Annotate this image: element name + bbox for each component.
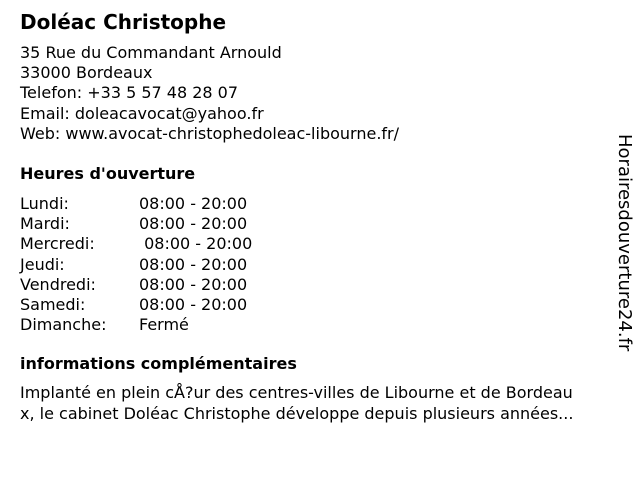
day-label: Mercredi: [20,234,95,254]
city-postal-code: 33000 Bordeaux [20,63,153,83]
day-label: Jeudi: [20,254,65,274]
hours-row-sunday [20,315,252,335]
day-label: Lundi: [20,194,69,213]
website-address: Web: www.avocat-christophedoleac-libourne.fr/ [20,123,399,143]
day-label: Mardi: [20,214,70,234]
hours-row-saturday [20,295,252,315]
hours-row-monday [20,194,252,214]
street-address: 35 Rue du Commandant Arnould [20,43,282,62]
opening-hours-heading: Heures d'ouverture [20,164,196,183]
time-value: 08:00 - 20:00 [139,254,248,274]
hours-row-friday [20,275,252,295]
time-value: 08:00 - 20:00 [139,214,248,234]
day-label: Vendredi: [20,274,96,294]
time-value: 08:00 - 20:00 [139,234,253,254]
hours-row-thursday [20,255,252,275]
opening-hours-list [20,194,252,335]
time-value: Fermé [139,315,189,335]
day-label: Samedi: [20,295,86,315]
hours-row-tuesday [20,214,252,234]
watermark-text: Horairesdouverture24.fr [614,134,635,352]
time-value: 08:00 - 20:00 [139,274,248,294]
day-label: Dimanche: [20,315,107,335]
address-block [20,43,399,144]
business-name: Doléac Christophe [20,10,227,34]
info-line: x, le cabinet Doléac Christophe développe depuis plusieurs années... [20,403,574,423]
time-value: 08:00 - 20:00 [139,194,248,213]
additional-info-text [20,383,630,424]
info-line: Implanté en plein cÅ?ur des centres-villes de Libourne et de Bordeau [20,383,573,402]
hours-row-wednesday [20,234,252,254]
time-value: 08:00 - 20:00 [139,295,248,315]
additional-info-heading: informations complémentaires [20,354,297,373]
phone-number: Telefon: +33 5 57 48 28 07 [20,83,239,103]
email-address: Email: doleacavocat@yahoo.fr [20,103,264,123]
